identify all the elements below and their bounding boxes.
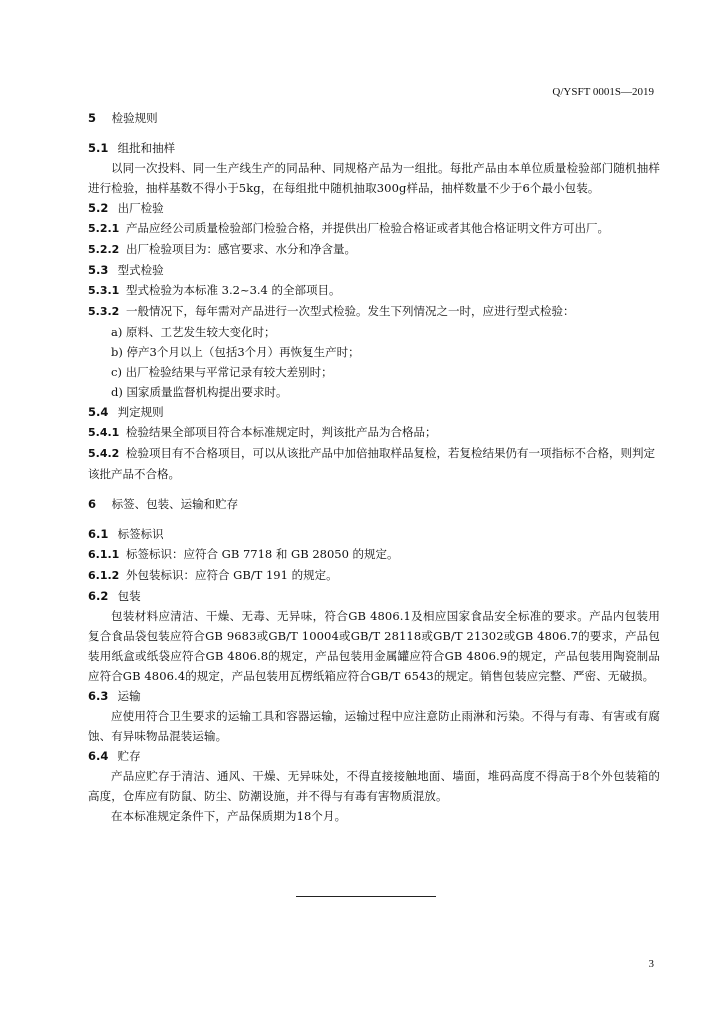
section-5-2-heading bbox=[88, 198, 660, 218]
section-5-4-heading bbox=[88, 402, 660, 422]
section-title: 出厂检验 bbox=[117, 201, 164, 215]
paragraph-6-3: 应使用符合卫生要求的运输工具和容器运输，运输过程中应注意防止雨淋和污染。不得与有毒、有害或有腐蚀、有异味物品混装运输。 bbox=[88, 709, 660, 743]
chapter-title: 检验规则 bbox=[111, 111, 158, 125]
clause-number: 5.3.1 bbox=[88, 284, 120, 297]
clause-text: 检验结果全部项目符合本标准规定时，判该批产品为合格品； bbox=[126, 425, 437, 439]
clause-5-4-1 bbox=[88, 422, 660, 443]
spacer bbox=[88, 128, 660, 138]
section-number: 6.2 bbox=[88, 589, 109, 603]
clause-number: 6.1.1 bbox=[88, 548, 120, 561]
section-5-1-heading bbox=[88, 138, 660, 158]
list-item: a) 原料、工艺发生较大变化时； bbox=[111, 325, 276, 339]
section-6-4-heading bbox=[88, 746, 660, 766]
section-number: 6.3 bbox=[88, 689, 109, 703]
clause-text: 外包装标识：应符合 GB/T 191 的规定。 bbox=[126, 568, 338, 582]
clause-text: 出厂检验项目为：感官要求、水分和净含量。 bbox=[126, 242, 356, 256]
page-number: 3 bbox=[648, 958, 654, 970]
clause-number: 5.3.2 bbox=[88, 305, 120, 318]
clause-6-1-1 bbox=[88, 544, 660, 565]
chapter-number: 5 bbox=[88, 111, 97, 125]
clause-5-2-1 bbox=[88, 218, 660, 239]
section-title: 贮存 bbox=[117, 749, 141, 763]
chapter-6-heading bbox=[88, 494, 660, 514]
end-rule bbox=[296, 896, 436, 897]
section-6-2-heading bbox=[88, 586, 660, 606]
clause-5-3-1 bbox=[88, 280, 660, 301]
clause-5-4-2 bbox=[88, 443, 660, 484]
section-title: 判定规则 bbox=[117, 405, 164, 419]
clause-text: 检验项目有不合格项目，可以从该批产品中加倍抽取样品复检，若复检结果仍有一项指标不合格，则判定该批产品不合格。 bbox=[88, 446, 655, 481]
section-title: 包装 bbox=[117, 589, 141, 603]
section-number: 6.1 bbox=[88, 527, 109, 541]
clause-text: 标签标识：应符合 GB 7718 和 GB 28050 的规定。 bbox=[126, 547, 399, 561]
document-body bbox=[88, 106, 660, 826]
section-5-3-heading bbox=[88, 260, 660, 280]
clause-number: 6.1.2 bbox=[88, 569, 120, 582]
section-number: 5.3 bbox=[88, 263, 109, 277]
section-title: 型式检验 bbox=[117, 263, 164, 277]
clause-number: 5.2.2 bbox=[88, 243, 120, 256]
clause-text: 一般情况下，每年需对产品进行一次型式检验。发生下列情况之一时，应进行型式检验： bbox=[126, 304, 575, 318]
list-item: b) 停产3个月以上（包括3个月）再恢复生产时； bbox=[111, 345, 360, 359]
section-6-1-heading bbox=[88, 524, 660, 544]
section-title: 组批和抽样 bbox=[117, 141, 176, 155]
section-number: 6.4 bbox=[88, 749, 109, 763]
list-item: d) 国家质量监督机构提出要求时。 bbox=[111, 385, 288, 399]
paragraph-6-4: 产品应贮存于清洁、通风、干燥、无异味处，不得直接接触地面、墙面，堆码高度不得高于8个外包装箱的高度，仓库应有防鼠、防尘、防潮设施，并不得与有毒有害物质混放。 bbox=[88, 769, 660, 803]
section-number: 5.2 bbox=[88, 201, 109, 215]
clause-number: 5.4.1 bbox=[88, 426, 120, 439]
chapter-5-heading bbox=[88, 108, 660, 128]
section-6-3-heading bbox=[88, 686, 660, 706]
clause-number: 5.4.2 bbox=[88, 447, 120, 460]
clause-text: 型式检验为本标准 3.2~3.4 的全部项目。 bbox=[126, 283, 341, 297]
chapter-number: 6 bbox=[88, 497, 97, 511]
section-title: 标签标识 bbox=[117, 527, 164, 541]
section-number: 5.1 bbox=[88, 141, 109, 155]
list-item: c) 出厂检验结果与平常记录有较大差别时； bbox=[111, 365, 333, 379]
paragraph-6-2: 包装材料应清洁、干燥、无毒、无异味，符合GB 4806.1及相应国家食品安全标准的要求。产品内包装用复合食品袋包装应符合GB 9683或GB/T 10004或GB/T 28118或GB/T 21302或GB 4806.7的要求，产品包装用纸盒或纸袋应符合GB 4806.8的规定，产品包装用金属罐应符合GB 4806.9的规定，产品包装用陶瓷制品应符合GB 4806.4的规定，产品包装用瓦楞纸箱应符合GB/T 6543的规定。销售包装应完整、严密、无破损。 bbox=[88, 609, 660, 683]
paragraph-6-4-shelf-life: 在本标准规定条件下，产品保质期为18个月。 bbox=[111, 809, 347, 823]
chapter-title: 标签、包装、运输和贮存 bbox=[111, 497, 239, 511]
clause-number: 5.2.1 bbox=[88, 222, 120, 235]
spacer bbox=[88, 514, 660, 524]
clause-5-2-2 bbox=[88, 239, 660, 260]
section-title: 运输 bbox=[117, 689, 141, 703]
clause-6-1-2 bbox=[88, 565, 660, 586]
clause-5-3-2 bbox=[88, 301, 660, 322]
clause-text: 产品应经公司质量检验部门检验合格，并提供出厂检验合格证或者其他合格证明文件方可出厂。 bbox=[126, 221, 609, 235]
section-number: 5.4 bbox=[88, 405, 109, 419]
spacer bbox=[88, 484, 660, 494]
paragraph-5-1: 以同一次投料、同一生产线生产的同品种、同规格产品为一组批。每批产品由本单位质量检验部门随机抽样进行检验，抽样基数不得小于5kg，在每组批中随机抽取300g样品，抽样数量不少于6个最小包装。 bbox=[88, 161, 660, 195]
document-code: Q/YSFT 0001S—2019 bbox=[552, 86, 654, 98]
